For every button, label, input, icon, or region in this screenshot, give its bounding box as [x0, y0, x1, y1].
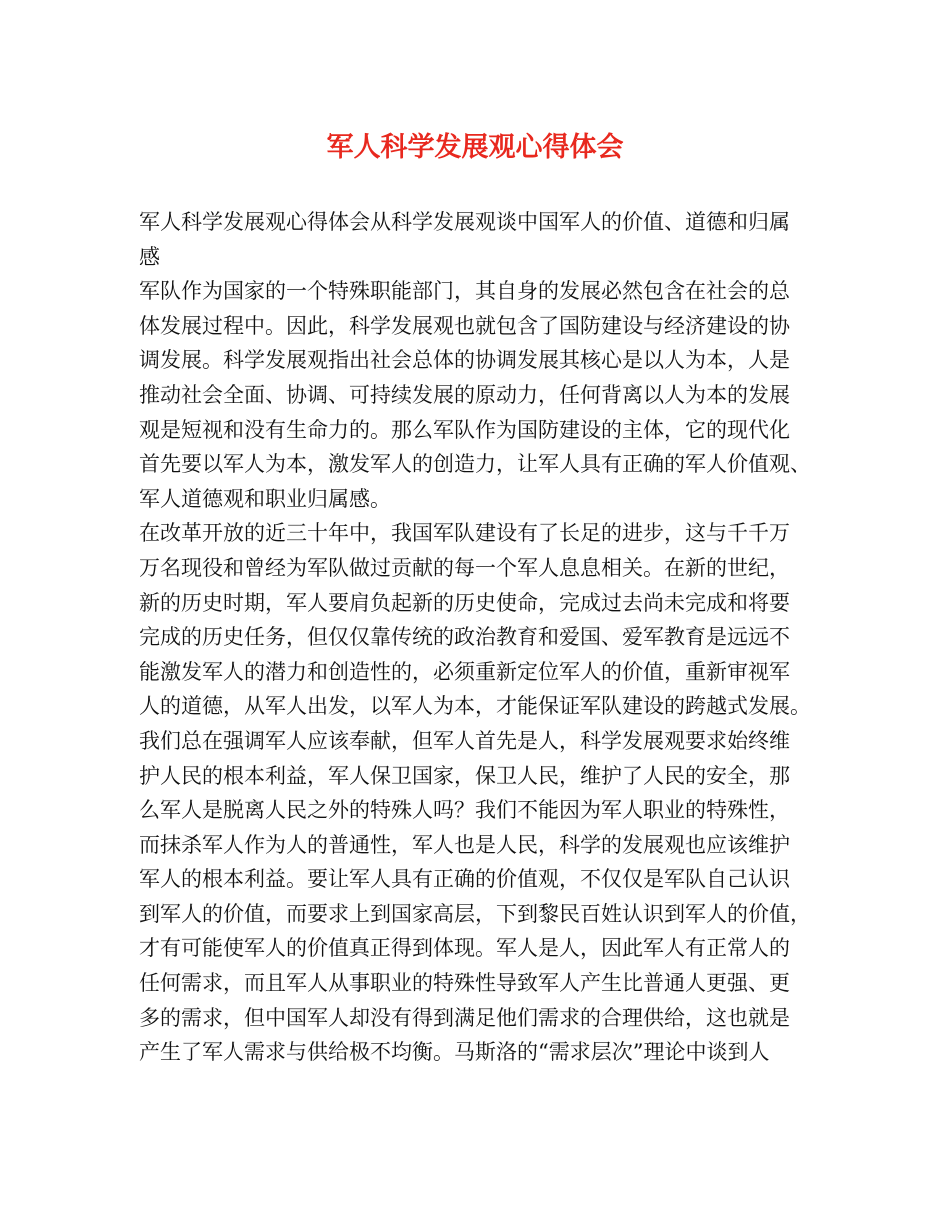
document-body — [139, 205, 839, 1070]
body-line: 推动社会全面、协调、可持续发展的原动力，任何背离以人为本的发展 — [139, 382, 790, 407]
body-line: 么军人是脱离人民之外的特殊人吗？我们不能因为军人职业的特殊性， — [139, 798, 790, 823]
body-line: 观是短视和没有生命力的。那么军队作为国防建设的主体，它的现代化 — [139, 417, 790, 442]
body-line: 才有可能使军人的价值真正得到体现。军人是人，因此军人有正常人的 — [139, 936, 790, 961]
body-line: 新的历史时期，军人要肩负起新的历史使命，完成过去尚未完成和将要 — [139, 590, 790, 615]
body-line: 完成的历史任务，但仅仅靠传统的政治教育和爱国、爱军教育是远远不 — [139, 625, 790, 650]
body-line: 在改革开放的近三十年中，我国军队建设有了长足的进步，这与千千万 — [139, 521, 790, 546]
body-line: 护人民的根本利益，军人保卫国家，保卫人民，维护了人民的安全，那 — [139, 763, 790, 788]
body-line: 感 — [139, 244, 160, 269]
body-line: 能激发军人的潜力和创造性的，必须重新定位军人的价值，重新审视军 — [139, 659, 790, 684]
body-line: 军人道德观和职业归属感。 — [139, 486, 391, 511]
body-line: 首先要以军人为本，激发军人的创造力，让军人具有正确的军人价值观、 — [139, 452, 811, 477]
body-line: 军队作为国家的一个特殊职能部门，其自身的发展必然包含在社会的总 — [139, 279, 790, 304]
body-line: 体发展过程中。因此，科学发展观也就包含了国防建设与经济建设的协 — [139, 313, 790, 338]
body-line: 调发展。科学发展观指出社会总体的协调发展其核心是以人为本，人是 — [139, 348, 790, 373]
body-line: 任何需求，而且军人从事职业的特殊性导致军人产生比普通人更强、更 — [139, 971, 790, 996]
body-line: 万名现役和曾经为军队做过贡献的每一个军人息息相关。在新的世纪， — [139, 555, 790, 580]
body-line: 多的需求，但中国军人却没有得到满足他们需求的合理供给，这也就是 — [139, 1005, 790, 1030]
body-line: 我们总在强调军人应该奉献，但军人首先是人，科学发展观要求始终维 — [139, 728, 790, 753]
document-title: 军人科学发展观心得体会 — [326, 132, 624, 163]
body-line: 到军人的价值，而要求上到国家高层，下到黎民百姓认识到军人的价值， — [139, 901, 811, 926]
body-line: 产生了军人需求与供给极不均衡。马斯洛的“需求层次”理论中谈到人 — [139, 1040, 770, 1065]
body-line: 人的道德，从军人出发，以军人为本，才能保证军队建设的跨越式发展。 — [139, 694, 811, 719]
body-line: 军人科学发展观心得体会从科学发展观谈中国军人的价值、道德和归属 — [139, 210, 790, 234]
body-line: 而抹杀军人作为人的普通性，军人也是人民，科学的发展观也应该维护 — [139, 832, 790, 857]
body-line: 军人的根本利益。要让军人具有正确的价值观，不仅仅是军队自己认识 — [139, 867, 790, 892]
